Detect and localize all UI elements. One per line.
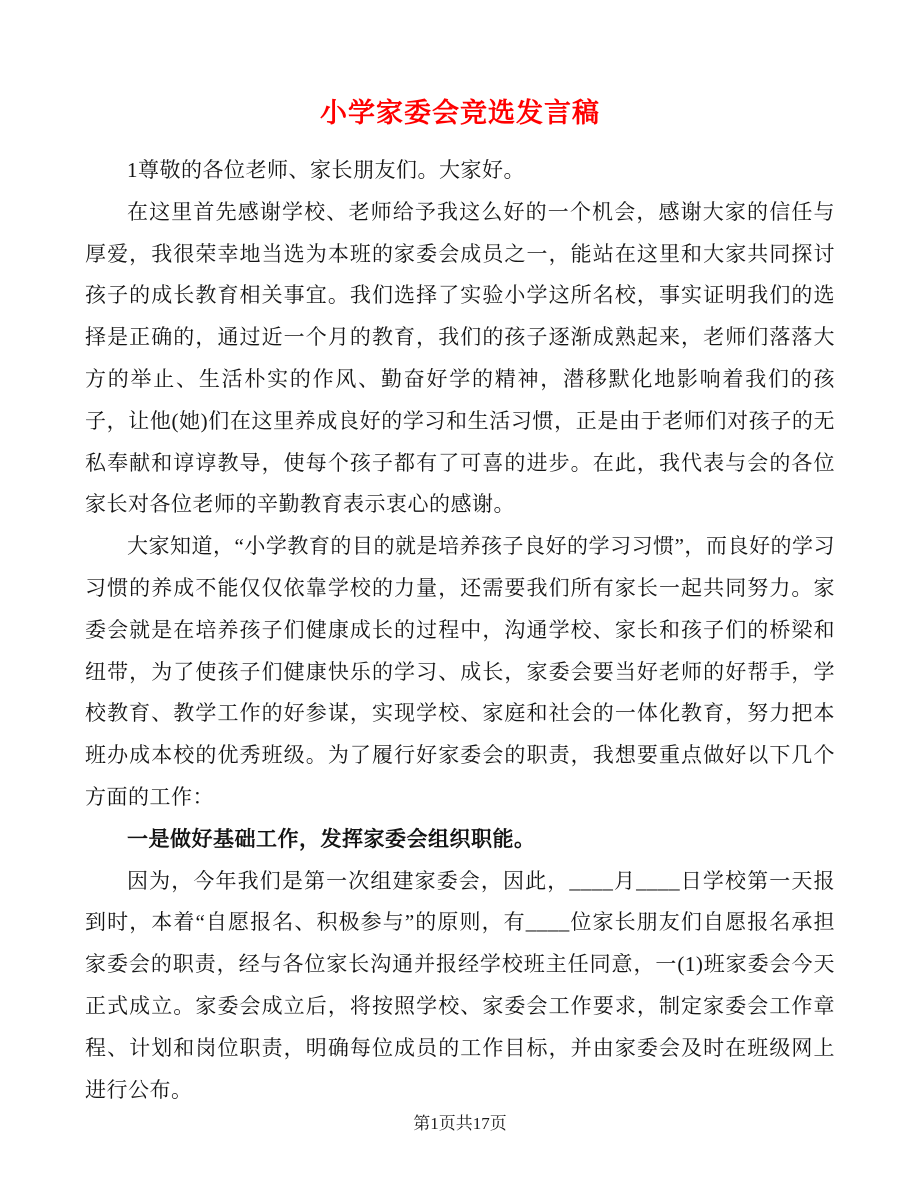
document-title: 小学家委会竞选发言稿 — [320, 98, 600, 128]
document-body — [85, 150, 835, 1111]
paragraph-committee-formation: 因为，今年我们是第一次组建家委会，因此，____月____日学校第一天报到时，本着“自愿报名、积极参与”的原则，有____位家长朋友们自愿报名承担家委会的职责，经与各位家长沟通并报经学校班主任同意，一(1)班家委会今天正式成立。家委会成立后，将按照学校、家委会工作要求，制定家委会工作章程、计划和岗位职责，明确每位成员的工作目标，并由家委会及时在班级网上进行公布。 — [85, 868, 835, 1102]
paragraph-thanks-to-school: 在这里首先感谢学校、老师给予我这么好的一个机会，感谢大家的信任与厚爱，我很荣幸地当选为本班的家委会成员之一，能站在这里和大家共同探讨孩子的成长教育相关事宜。我们选择了实验小学这所名校，事实证明我们的选择是正确的，通过近一个月的教育，我们的孩子逐渐成熟起来，老师们落落大方的举止、生活朴实的作风、勤奋好学的精神，潜移默化地影响着我们的孩子，让他(她)们在这里养成良好的学习和生活习惯，正是由于老师们对孩子的无私奉献和谆谆教导，使每个孩子都有了可喜的进步。在此，我代表与会的各位家长对各位老师的辛勤教育表示衷心的感谢。 — [85, 199, 835, 517]
paragraph-heading-point-one: 一是做好基础工作，发挥家委会组织职能。 — [127, 827, 536, 851]
paragraph-committee-role: 大家知道，“小学教育的目的就是培养孩子良好的学习习惯”，而良好的学习习惯的养成不能仅仅依靠学校的力量，还需要我们所有家长一起共同努力。家委会就是在培养孩子们健康成长的过程中，沟通学校、家长和孩子们的桥梁和纽带，为了使孩子们健康快乐的学习、成长，家委会要当好老师的好帮手，学校教育、教学工作的好参谋，实现学校、家庭和社会的一体化教育，努力把本班办成本校的优秀班级。为了履行好家委会的职责，我想要重点做好以下几个方面的工作： — [85, 534, 835, 809]
paragraph-greeting: 1尊敬的各位老师、家长朋友们。大家好。 — [127, 158, 525, 182]
page-footer — [0, 1113, 920, 1135]
page-indicator: 第1页共17页 — [413, 1114, 507, 1133]
